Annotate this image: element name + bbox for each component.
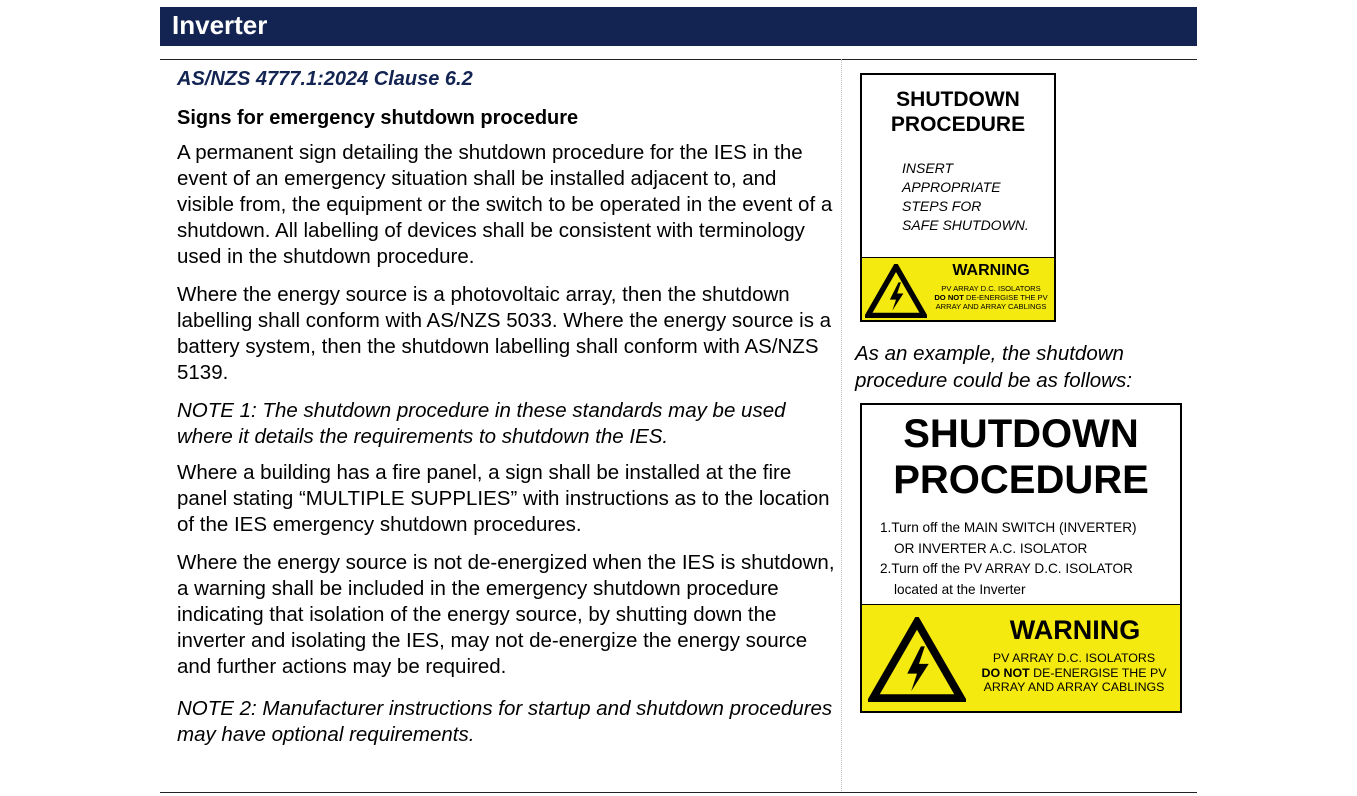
step-1-continued: OR INVERTER A.C. ISOLATOR (894, 540, 1088, 556)
sign-title: SHUTDOWN PROCEDURE (893, 412, 1149, 502)
note-1: NOTE 1: The shutdown procedure in these standards may be used where it details the requirements to shutdown the IES. (177, 399, 786, 448)
electrical-hazard-icon (868, 617, 966, 703)
clause-reference: AS/NZS 4777.1:2024 Clause 6.2 (177, 68, 473, 90)
warning-panel (862, 604, 1180, 711)
text-column (177, 66, 837, 758)
template-sign (860, 73, 1056, 322)
warning-panel (862, 257, 1054, 320)
warning-title: WARNING (952, 262, 1030, 279)
column-divider (841, 59, 842, 793)
example-caption: As an example, the shutdown procedure could be as follows: (855, 342, 1132, 392)
warning-text: PV ARRAY D.C. ISOLATORS DO NOT DE-ENERGISE THE PV ARRAY AND ARRAY CABLINGS (934, 284, 1048, 311)
electrical-hazard-icon (865, 264, 927, 318)
warning-text: PV ARRAY D.C. ISOLATORS DO NOT DE-ENERGISE THE PV ARRAY AND ARRAY CABLINGS (981, 651, 1167, 694)
note-2: NOTE 2: Manufacturer instructions for startup and shutdown procedures may have optional requirements. (177, 697, 833, 746)
paragraph: Where the energy source is not de-energized when the IES is shutdown, a warning shall be included in the emergency shutdown procedure indicating that isolation of the energy source, by shutting down the inverter and isolating the IES, may not de-energize the energy source and further actions may be required. (177, 551, 835, 678)
bottom-divider (160, 792, 1197, 793)
shutdown-steps (880, 518, 1180, 600)
sign-title: SHUTDOWN PROCEDURE (890, 88, 1026, 136)
step-2-continued: located at the Inverter (894, 581, 1026, 597)
section-header (160, 7, 1197, 46)
step-2: 2.Turn off the PV ARRAY D.C. ISOLATOR (880, 561, 1133, 576)
warning-title: WARNING (1009, 615, 1141, 645)
paragraph: Where a building has a fire panel, a sign shall be installed at the fire panel stating “MULTIPLE SUPPLIES” with instructions as to the location of the IES emergency shutdown procedures. (177, 461, 830, 536)
sign-placeholder-text: INSERT APPROPRIATE STEPS FOR SAFE SHUTDOWN. (902, 160, 1029, 233)
paragraph: Where the energy source is a photovoltaic array, then the shutdown labelling shall conform with AS/NZS 5033. Where the energy source is a battery system, then the shutdown labelling shall conform with AS/NZS 5139. (177, 283, 832, 384)
example-sign (860, 403, 1182, 713)
step-1: 1.Turn off the MAIN SWITCH (INVERTER) (880, 520, 1137, 535)
section-title: Inverter (172, 10, 268, 40)
top-divider (160, 59, 1197, 60)
subheading: Signs for emergency shutdown procedure (177, 107, 579, 129)
paragraph: A permanent sign detailing the shutdown procedure for the IES in the event of an emergency situation shall be installed adjacent to, and visible from, the equipment or the switch to be operated in the event of a shutdown. All labelling of devices shall be consistent with terminology used in the shutdown procedure. (177, 141, 833, 268)
